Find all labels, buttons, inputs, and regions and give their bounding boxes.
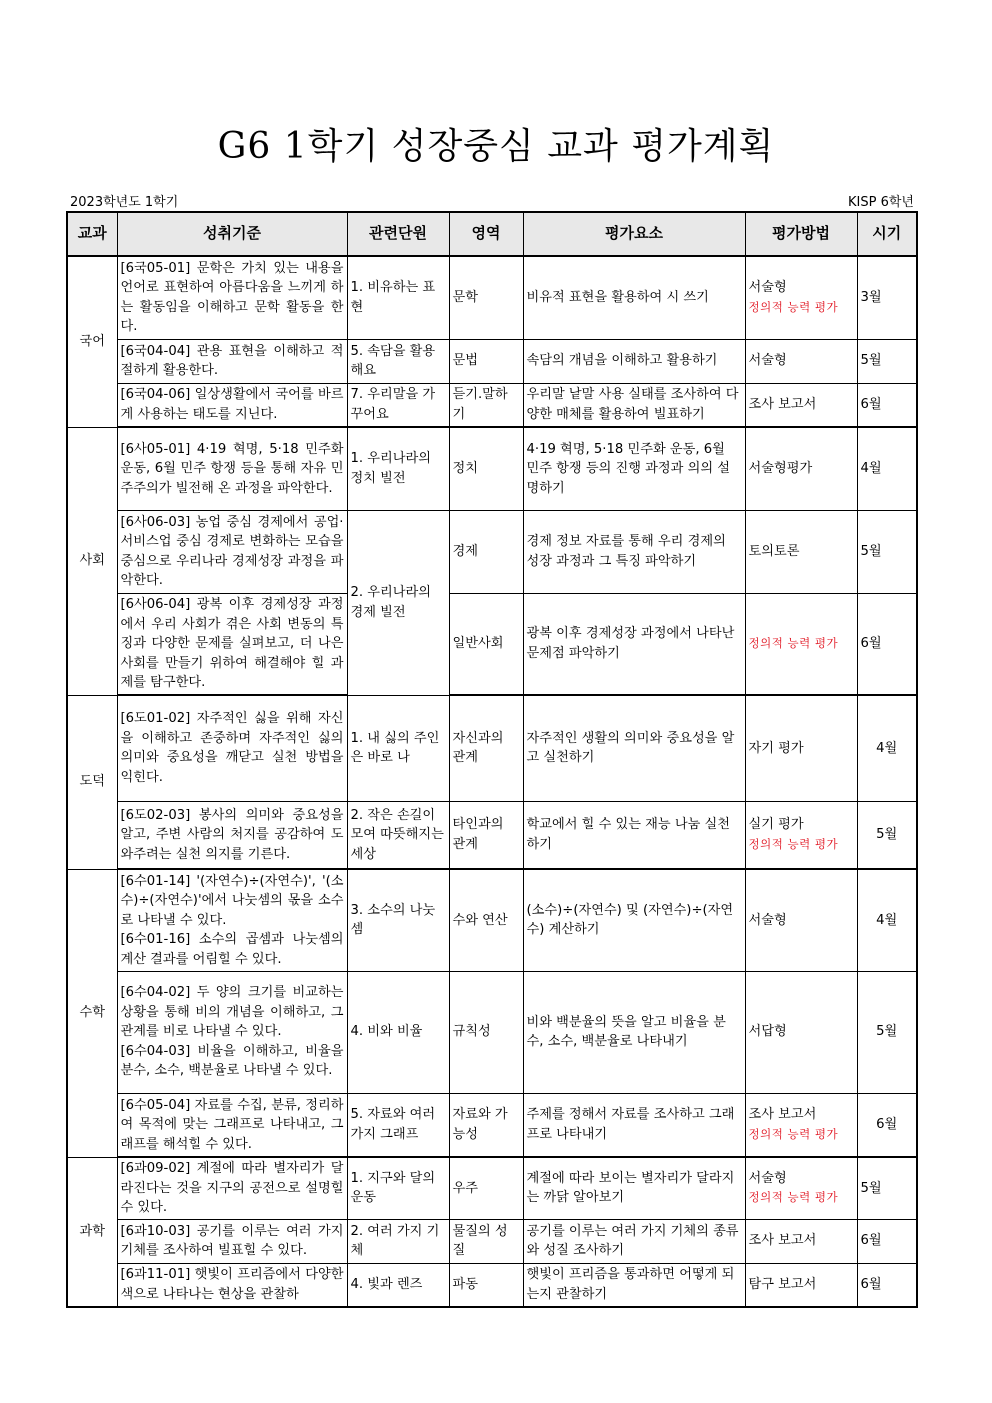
table-row — [67, 510, 917, 593]
standard-cell — [117, 971, 347, 1093]
element-cell: 비와 백분율의 뜻을 알고 비율을 분수, 소수, 백분율로 나타내기 — [523, 971, 745, 1093]
table-row — [67, 869, 917, 971]
method-cell: 서술형평가 — [745, 427, 857, 510]
area-cell: 듣기.말하기 — [449, 383, 523, 427]
area-cell: 수와 연산 — [449, 869, 523, 971]
area-cell: 문학 — [449, 256, 523, 339]
element-cell: 공기를 이루는 여러 가지 기체의 종류와 성질 조사하기 — [523, 1219, 745, 1263]
period-cell: 5월 — [857, 1157, 917, 1219]
period-cell: 3월 — [857, 256, 917, 339]
period-cell: 5월 — [857, 971, 917, 1093]
element-cell: 속담의 개념을 이해하고 활용하기 — [523, 339, 745, 383]
period-cell: 6월 — [857, 1093, 917, 1157]
standard-cell: [6수05-04] 자료를 수집, 분류, 정리하여 목적에 맞는 그래프로 나타내고, 그래프를 해석힐 수 있다. — [117, 1093, 347, 1157]
affective-eval-label: 정의적 능력 평가 — [748, 836, 839, 851]
method-cell: 서답형 — [745, 971, 857, 1093]
area-cell: 문법 — [449, 339, 523, 383]
unit-cell: 2. 우리나라의 경제 빌전 — [347, 510, 449, 695]
affective-eval-label: 정의적 능력 평가 — [748, 1126, 839, 1141]
method-cell: 조사 보고서 — [745, 1219, 857, 1263]
method-cell: 조사 보고서 — [745, 383, 857, 427]
method-text: 조사 보고서 — [748, 1107, 817, 1123]
standard-cell: [6과11-01] 햇빛이 프리즘에서 다양한 색으로 나타나는 현상을 관찰하 — [117, 1263, 347, 1307]
element-cell: 비유적 표현을 활용하여 시 쓰기 — [523, 256, 745, 339]
period-cell: 4월 — [857, 869, 917, 971]
subject-science: 과학 — [67, 1157, 117, 1307]
page-title: G6 1학기 성장중심 교과 평가계획 — [217, 126, 775, 167]
table-row — [67, 256, 917, 339]
method-cell: 서술형 — [745, 339, 857, 383]
area-cell: 파동 — [449, 1263, 523, 1307]
table-row — [67, 593, 917, 695]
area-cell: 정치 — [449, 427, 523, 510]
standard-text-2: [6수01-16] 소수의 곱셈과 나눗셈의 계산 결과를 어림힐 수 있다. — [120, 932, 344, 967]
method-cell: 자기 평가 — [745, 695, 857, 801]
area-cell: 경제 — [449, 510, 523, 593]
method-cell — [745, 256, 857, 339]
element-cell: 자주적인 생활의 의미와 중요성을 알고 실천하기 — [523, 695, 745, 801]
method-text: 서술형 — [748, 1170, 787, 1186]
unit-cell: 4. 빛과 렌즈 — [347, 1263, 449, 1307]
period-cell: 4월 — [857, 427, 917, 510]
method-cell — [745, 593, 857, 695]
period-cell: 6월 — [857, 383, 917, 427]
standard-text: [6수04-02] 두 양의 크기를 비교하는 상황을 통해 비의 개념을 이해하고, 그 관계를 비로 나타낼 수 있다. — [120, 985, 344, 1040]
element-cell: 햇빛이 프리즘을 통과하면 어떻게 되는지 관찰하기 — [523, 1263, 745, 1307]
table-row — [67, 383, 917, 427]
standard-cell: [6사06-03] 농업 중심 경제에서 공업·서비스업 중심 경제로 변화하는 모습을 중심으로 우리나라 경제성장 과정을 파악한다. — [117, 510, 347, 593]
area-cell: 자료와 가능성 — [449, 1093, 523, 1157]
table-row — [67, 427, 917, 510]
subject-moral: 도덕 — [67, 695, 117, 869]
table-row — [67, 971, 917, 1093]
standard-cell: [6사06-04] 광복 이후 경제성장 과정에서 우리 사회가 겪은 사회 변동의 특징과 다양한 문제를 실펴보고, 더 나은 사회를 만들기 위하여 해결해야 힐 과제를 탐구한다. — [117, 593, 347, 695]
subject-korean: 국어 — [67, 256, 117, 427]
period-cell: 4월 — [857, 695, 917, 801]
unit-cell: 1. 우리나라의 정치 빌전 — [347, 427, 449, 510]
table-row — [67, 801, 917, 869]
standard-cell — [117, 869, 347, 971]
element-cell: 광복 이후 경제성장 과정에서 나타난 문제점 파악하기 — [523, 593, 745, 695]
element-cell: 주제를 정해서 자료를 조사하고 그래프로 나타내기 — [523, 1093, 745, 1157]
standard-cell: [6과09-02] 계절에 따라 별자리가 달라진다는 것을 지구의 공전으로 설명힐 수 있다. — [117, 1157, 347, 1219]
standard-cell: [6국04-04] 관용 표현을 이해하고 적절하게 활용한다. — [117, 339, 347, 383]
standard-cell: [6과10-03] 공기를 이루는 여러 가지 기체를 조사하여 빌표힐 수 있다. — [117, 1219, 347, 1263]
unit-cell: 1. 내 싫의 주인은 바로 나 — [347, 695, 449, 801]
standard-cell: [6국04-06] 일상생활에서 국어를 바르게 사용하는 태도를 지닌다. — [117, 383, 347, 427]
method-cell — [745, 1093, 857, 1157]
period-cell: 6월 — [857, 593, 917, 695]
period-cell: 5월 — [857, 339, 917, 383]
standard-cell: [6사05-01] 4·19 혁명, 5·18 민주화 운동, 6월 민주 항쟁 등을 통해 자유 민주주의가 빌전해 온 과정을 파악한다. — [117, 427, 347, 510]
school-label: KISP 6학년 — [848, 195, 914, 210]
method-cell: 탐구 보고서 — [745, 1263, 857, 1307]
header-area: 영역 — [449, 212, 523, 256]
period-cell: 6월 — [857, 1263, 917, 1307]
subject-social: 사회 — [67, 427, 117, 695]
area-cell: 물질의 성질 — [449, 1219, 523, 1263]
method-text: 서술형 — [748, 280, 787, 296]
affective-eval-label: 정의적 능력 평가 — [748, 636, 839, 650]
subject-math: 수학 — [67, 869, 117, 1157]
header-element: 평가요소 — [523, 212, 745, 256]
period-cell: 6월 — [857, 1219, 917, 1263]
standard-cell: [6국05-01] 문학은 가치 있는 내용을 언어로 표현하여 아름다움을 느끼게 하는 활동임을 이해하고 문학 활동을 한다. — [117, 256, 347, 339]
method-cell: 토의토론 — [745, 510, 857, 593]
area-cell: 타인과의 관계 — [449, 801, 523, 869]
method-cell — [745, 801, 857, 869]
unit-cell: 1. 지구와 달의 운동 — [347, 1157, 449, 1219]
unit-cell: 5. 속담을 활용해요 — [347, 339, 449, 383]
area-cell: 우주 — [449, 1157, 523, 1219]
unit-cell: 3. 소수의 나눗셈 — [347, 869, 449, 971]
standard-cell: [6도01-02] 자주적인 싫을 위해 자신을 이해하고 존중하며 자주적인 싫의 의미와 중요성을 깨닫고 실천 방법을 익힌다. — [117, 695, 347, 801]
table-row — [67, 1263, 917, 1307]
period-cell: 5월 — [857, 801, 917, 869]
method-text: 실기 평가 — [748, 817, 804, 833]
affective-eval-label: 정의적 능력 평가 — [748, 299, 839, 314]
element-cell: 학교에서 힐 수 있는 재능 나눔 실천하기 — [523, 801, 745, 869]
table-row — [67, 1157, 917, 1219]
element-cell: 계절에 따라 보이는 별자리가 달라지는 까닭 알아보기 — [523, 1157, 745, 1219]
method-cell — [745, 1157, 857, 1219]
header-period: 시기 — [857, 212, 917, 256]
element-cell: 경제 정보 자료를 통해 우리 경제의 성장 과정과 그 특징 파악하기 — [523, 510, 745, 593]
period-cell: 5월 — [857, 510, 917, 593]
table-row — [67, 1093, 917, 1157]
unit-cell: 2. 작은 손길이 모여 따뜻해지는 세상 — [347, 801, 449, 869]
element-cell: (소수)÷(자연수) 및 (자연수)÷(자연수) 계산하기 — [523, 869, 745, 971]
unit-cell: 7. 우리말을 가꾸어요 — [347, 383, 449, 427]
standard-text-2: [6수04-03] 비율을 이해하고, 비율을 분수, 소수, 백분율로 나타낼 수 있다. — [120, 1043, 344, 1079]
area-cell: 규칙성 — [449, 971, 523, 1093]
unit-cell: 5. 자료와 여러 가지 그래프 — [347, 1093, 449, 1157]
unit-cell: 4. 비와 비율 — [347, 971, 449, 1093]
element-cell: 4·19 혁명, 5·18 민주화 운동, 6월 민주 항쟁 등의 진행 과정과 의의 설명하기 — [523, 427, 745, 510]
table-row — [67, 695, 917, 801]
unit-cell: 2. 여러 가지 기체 — [347, 1219, 449, 1263]
header-standard: 성취기준 — [117, 212, 347, 256]
header-unit: 관련단원 — [347, 212, 449, 256]
method-cell: 서술형 — [745, 869, 857, 971]
table-row — [67, 1219, 917, 1263]
header-method: 평가방법 — [745, 212, 857, 256]
header-row — [67, 212, 917, 256]
area-cell: 자신과의 관계 — [449, 695, 523, 801]
standard-cell: [6도02-03] 봉사의 의미와 중요성을 알고, 주변 사람의 처지를 공감하여 도와주려는 실천 의지를 기른다. — [117, 801, 347, 869]
semester-label: 2023학년도 1학기 — [70, 195, 179, 210]
element-cell: 우리말 낱말 사용 실태를 조사하여 다양한 매체를 활용하여 빌표하기 — [523, 383, 745, 427]
standard-text: [6수01-14] '(자연수)÷(자연수)', '(소수)÷(자연수)'에서 나눗셈의 몫을 소수로 나타낼 수 있다. — [120, 873, 344, 928]
affective-eval-label: 정의적 능력 평가 — [748, 1190, 839, 1205]
area-cell: 일반사회 — [449, 593, 523, 695]
table-row — [67, 339, 917, 383]
evaluation-plan-table — [66, 211, 918, 1308]
unit-cell: 1. 비유하는 표현 — [347, 256, 449, 339]
header-subject: 교과 — [67, 212, 117, 256]
